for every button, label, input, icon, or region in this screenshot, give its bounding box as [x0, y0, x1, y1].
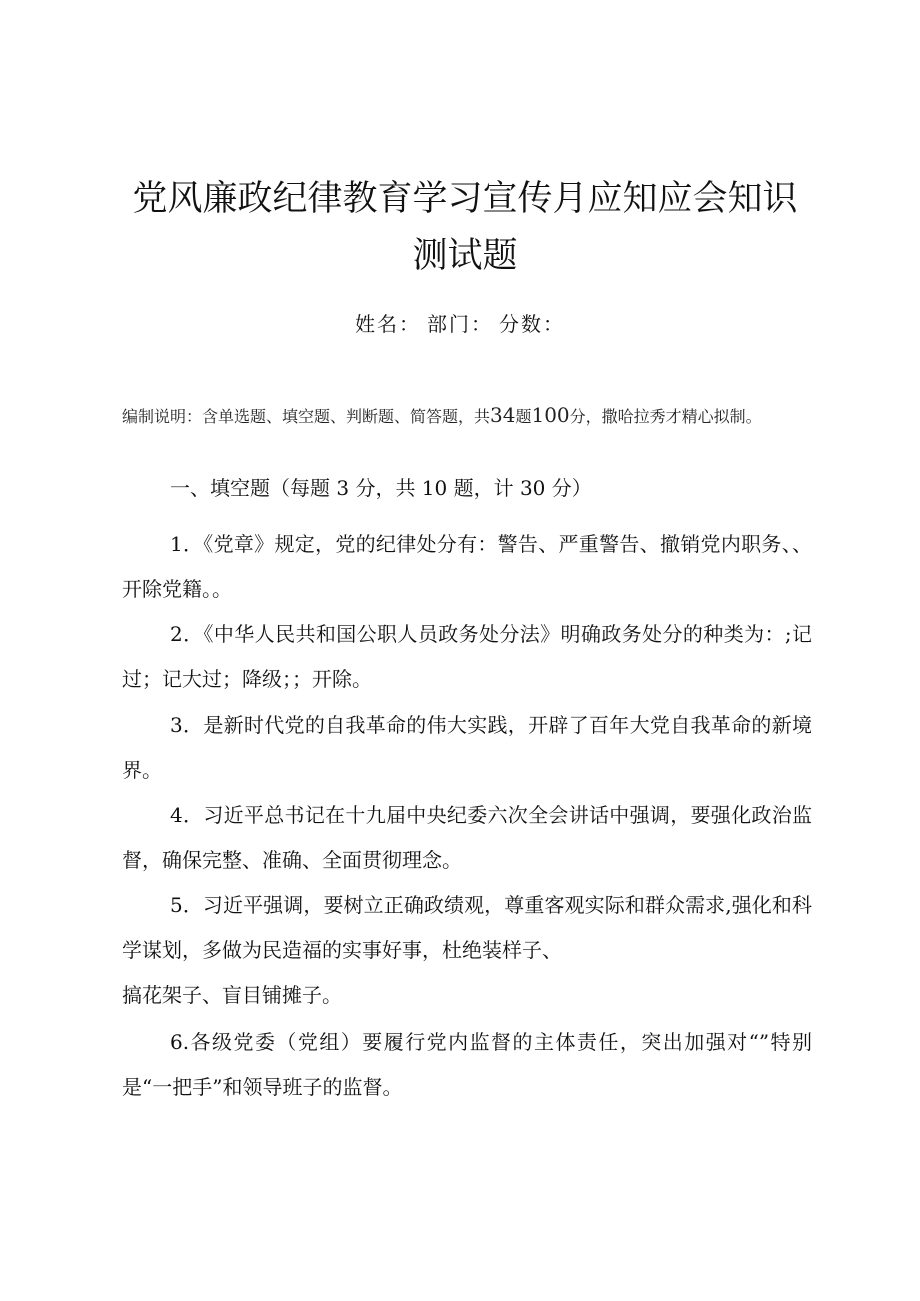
question-text: 6.各级党委（党组）要履行党内监督的主体责任，突出加强对“”特别是“一把手”和领导班子的监督。: [122, 1030, 812, 1099]
department-field-label: 部门：: [427, 312, 493, 336]
name-field-label: 姓名：: [355, 312, 421, 336]
student-info-fields: [0, 308, 920, 337]
document-title-line-2: 测试题: [412, 236, 518, 276]
question-text: 1．《党章》规定，党的纪律处分有：警告、严重警告、撤销党内职务、、开除党籍。。: [122, 532, 812, 601]
compilation-note: [122, 402, 798, 430]
question-6: [122, 1020, 812, 1110]
question-text-line-1: 5．习近平强调，要树立正确政绩观，尊重客观实际和群众需求,强化和科学谋划，多做为民造福的实事好事，杜绝装样子、: [122, 893, 812, 962]
question-3: [122, 703, 812, 793]
question-text: 2．《中华人民共和国公职人员政务处分法》明确政务处分的种类为：;记过；记大过；降级；；开除。: [122, 622, 812, 691]
question-1: [122, 522, 812, 612]
note-text-part-3: 分，撒哈拉秀才精心拟制。: [569, 407, 762, 426]
document-title-line-1: 党风廉政纪律教育学习宣传月应知应会知识: [132, 179, 798, 219]
note-total-score: 100: [531, 403, 570, 427]
question-2: [122, 612, 812, 702]
question-text: 4．习近平总书记在十九届中央纪委六次全会讲话中强调，要强化政治监督，确保完整、准确、全面贯彻理念。: [122, 803, 812, 872]
section-heading-fill-in: 一、填空题（每题 3 分，共 10 题，计 30 分）: [170, 476, 592, 500]
note-text-part-1: 编制说明：含单选题、填空题、判断题、简答题，共: [122, 407, 491, 426]
note-question-count: 34: [490, 403, 516, 427]
score-field-label: 分数：: [499, 312, 565, 336]
question-4: [122, 793, 812, 883]
question-text-line-2: 搞花架子、盲目铺摊子。: [122, 983, 342, 1007]
note-text-part-2: 题: [515, 407, 532, 426]
question-text: 3．是新时代党的自我革命的伟大实践，开辟了百年大党自我革命的新境界。: [122, 713, 812, 782]
question-5: [122, 883, 812, 1018]
